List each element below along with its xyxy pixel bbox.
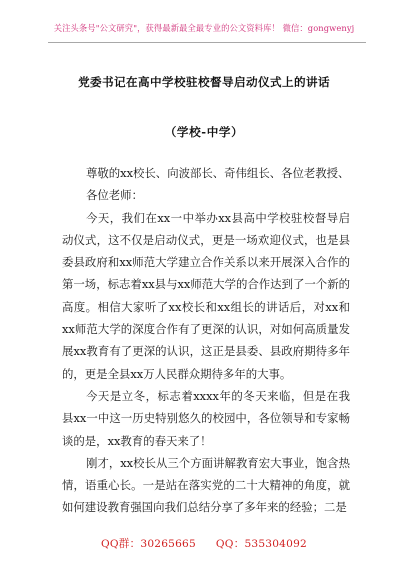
footer-contact xyxy=(0,536,408,551)
greeting-line: 尊敬的xx校长、向波部长、奇伟组长、各位老教授、 xyxy=(86,166,350,180)
qq-group-number: QQ群：30265665 xyxy=(101,538,196,550)
body-paragraph: 今天是立冬，标志着xxxx年的冬天来临，但是在我县xx一中这一历史特别悠久的校园中，各位领导和专家畅谈的是，xx教育的春天来了！ xyxy=(62,388,350,448)
document-title: 党委书记在高中学校驻校督导启动仪式上的讲话 xyxy=(78,75,330,89)
header-divider xyxy=(48,42,366,43)
document-body xyxy=(62,162,350,519)
header-note: 关注头条号"公文研究"，获得最新最全最专业的公文资料库！ 微信：gongwenyj xyxy=(53,23,355,33)
document-subtitle: （学校-中学） xyxy=(164,125,244,139)
qq-number: QQ：535304092 xyxy=(215,538,307,550)
body-paragraph: 今天，我们在xx一中举办xx县高中学校驻校督导启动仪式，这不仅是启动仪式，更是一场欢迎仪式，也是县委县政府和xx师范大学建立合作关系以来开展深入合作的第一场，标志着xx县与xx师范大学的合作达到了一个新的高度。相信大家听了xx校长和xx组长的讲话后，对xx和xx师范大学的深度合作有了更深的认识，对如何高质量发展xx教育有了更深的认识，这正是县委、县政府期待多年的，更是全县xx万人民群众期待多年的大事。 xyxy=(62,210,350,381)
greeting-line: 各位老师： xyxy=(86,188,143,203)
body-paragraph: 刚才，xx校长从三个方面讲解教育宏大事业，饱含热情，语重心长。一是站在落实党的二十大精神的角度，就如何建设教育强国向我们总结分享了多年来的经验；二是 xyxy=(62,455,350,515)
